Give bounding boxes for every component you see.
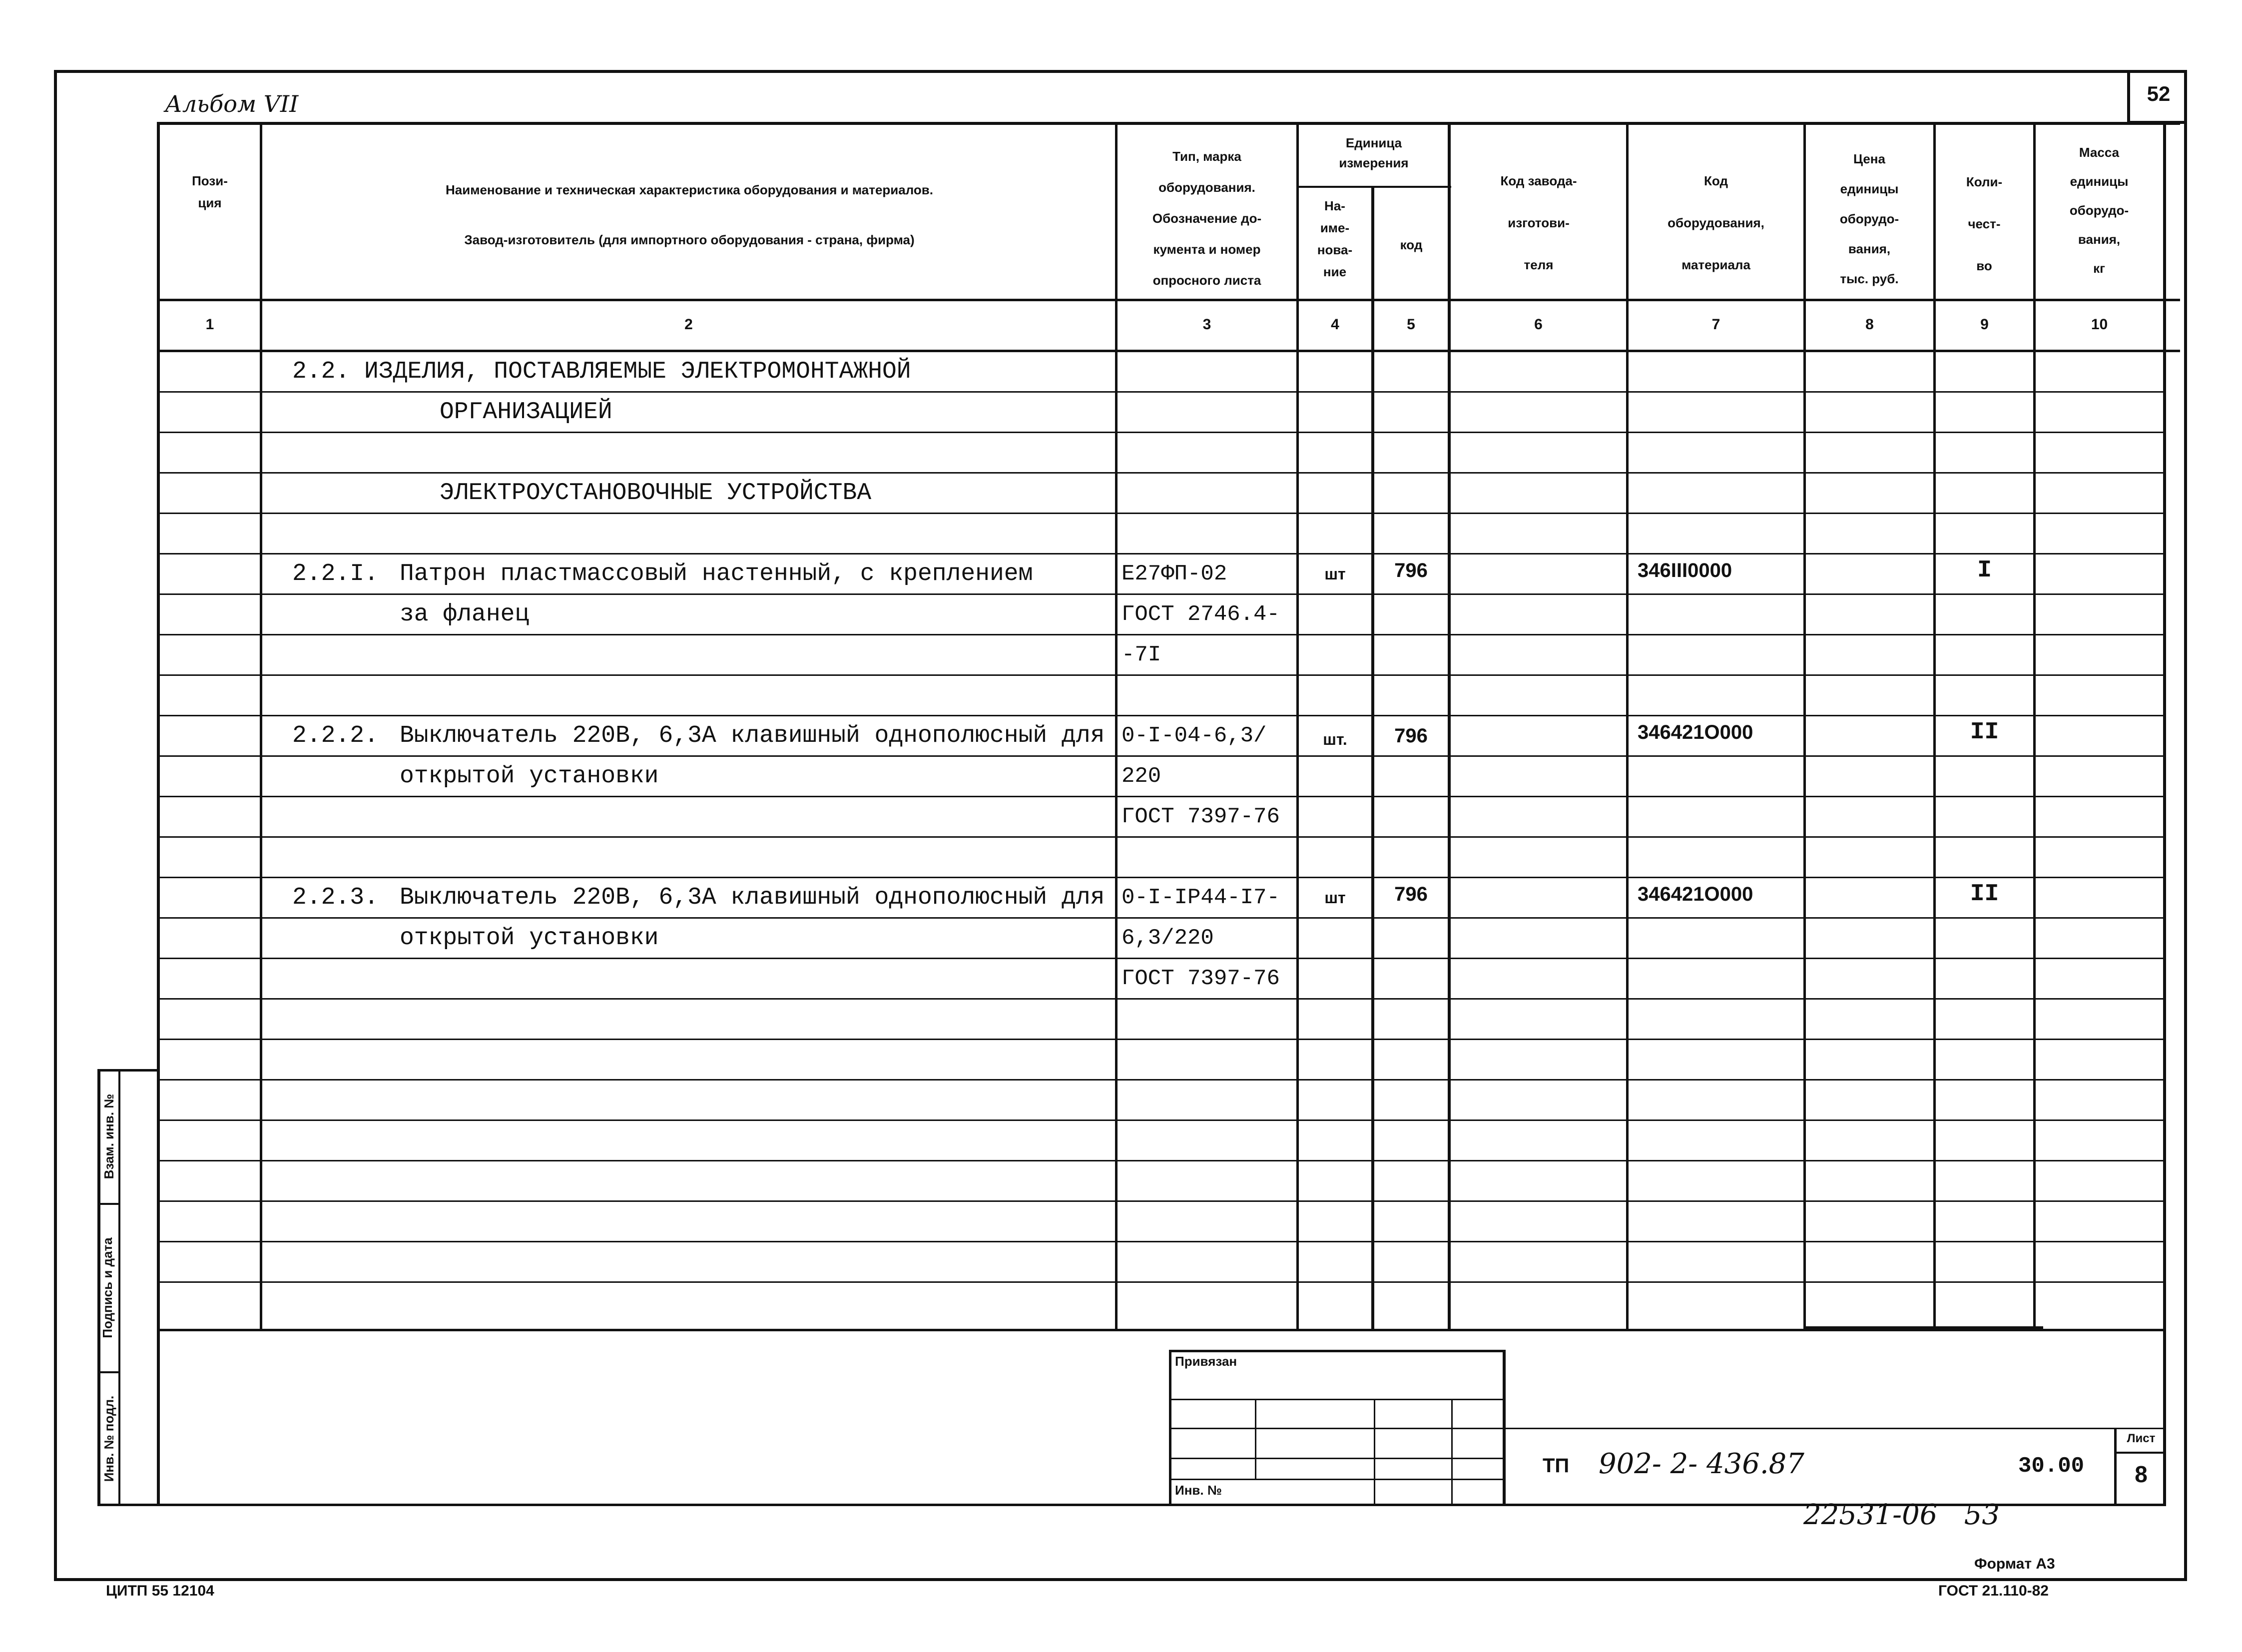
- item-type: Е27ФП-02: [1121, 561, 1227, 586]
- item-unit-code: 796: [1394, 559, 1428, 581]
- item-name-continued: за фланец: [400, 601, 530, 628]
- column-number: 9: [1980, 316, 1989, 333]
- header-manufacturer-code: Код завода- изготови- теля: [1500, 173, 1577, 272]
- item-equipment-code: 346421О000: [1638, 721, 1753, 743]
- item-type: 0-I-04-6,3/: [1121, 723, 1267, 748]
- item-quantity: II: [1970, 881, 1999, 908]
- item-name-continued: открытой установки: [400, 763, 659, 790]
- header-equipment-code: Код оборудования, материала: [1668, 173, 1764, 272]
- item-name-continued: открытой установки: [400, 925, 659, 952]
- subsection-title: ЭЛЕКТРОУСТАНОВОЧНЫЕ УСТРОЙСТВА: [440, 480, 872, 507]
- column-number: 8: [1865, 316, 1874, 333]
- item-type-doc: ГОСТ 2746.4-: [1121, 602, 1280, 627]
- item-type-doc: ГОСТ 7397-76: [1121, 804, 1280, 829]
- gost-label: ГОСТ 21.110-82: [1938, 1583, 2049, 1599]
- doc-prefix: ТП: [1543, 1455, 1570, 1477]
- header-position: Пози- ция: [192, 173, 228, 210]
- item-quantity: I: [1977, 557, 1992, 584]
- item-type-voltage: 6,3/220: [1121, 926, 1214, 951]
- side-inv-podl: Инв. № подл.: [101, 1395, 116, 1482]
- item-position: 2.2.I.: [292, 560, 379, 587]
- item-type-doc-continued: -7I: [1121, 642, 1161, 667]
- column-number: 10: [2091, 316, 2108, 333]
- side-vzam-inv: Взам. инв. №: [101, 1094, 116, 1179]
- header-mass: Масса единицы оборудо- вания, кг: [2069, 145, 2129, 276]
- section-title-continued: ОРГАНИЗАЦИЕЙ: [440, 399, 612, 426]
- item-position: 2.2.3.: [292, 884, 379, 911]
- item-unit: шт.: [1323, 730, 1347, 748]
- item-name: Выключатель 220В, 6,3А клавишный однополюсный для: [400, 884, 1105, 911]
- album-label: Альбом VII: [165, 90, 299, 117]
- header-price: Цена единицы оборудо- вания, тыс. руб.: [1839, 151, 1899, 286]
- header-unit-name: На- име- нова- ние: [1317, 198, 1353, 279]
- item-name: Выключатель 220В, 6,3А клавишный однополюсный для: [400, 722, 1105, 749]
- column-number: 5: [1407, 316, 1415, 333]
- header-type: Тип, марка оборудования. Обозначение до- кумента и номер опросного листа: [1152, 149, 1262, 288]
- header-unit: Единица измерения: [1339, 135, 1409, 170]
- format-label: Формат А3: [1974, 1556, 2055, 1572]
- column-number: 6: [1534, 316, 1543, 333]
- item-unit: шт: [1324, 565, 1346, 583]
- sheet-label: Лист: [2127, 1432, 2156, 1445]
- column-number: 1: [205, 316, 214, 333]
- corner-sheet-number: 52: [2147, 82, 2171, 105]
- doc-code: 902- 2- 436.87: [1599, 1448, 1804, 1480]
- column-number: 3: [1202, 316, 1211, 333]
- doc-part: 30.00: [2018, 1454, 2085, 1479]
- item-equipment-code: 346III0000: [1638, 559, 1732, 581]
- item-position: 2.2.2.: [292, 722, 379, 749]
- column-number: 7: [1711, 316, 1720, 333]
- item-type: 0-I-IP44-I7-: [1121, 885, 1280, 910]
- side-signature-date: Подпись и дата: [100, 1237, 115, 1338]
- section-title: 2.2. ИЗДЕЛИЯ, ПОСТАВЛЯЕМЫЕ ЭЛЕКТРОМОНТАЖНОЙ: [292, 358, 911, 385]
- item-equipment-code: 346421О000: [1638, 883, 1753, 905]
- header-name: Наименование и техническая характеристика оборудования и материалов. Завод-изготовитель (для импортного оборудования - страна, фирма): [445, 182, 933, 247]
- column-number: 4: [1331, 316, 1339, 333]
- item-name: Патрон пластмассовый настенный, с креплением: [400, 560, 1033, 587]
- inv-no-label: Инв. №: [1175, 1483, 1222, 1498]
- cnti-label: ЦИТП 55 12104: [106, 1583, 214, 1599]
- item-quantity: II: [1970, 719, 1999, 746]
- header-quantity: Коли- чест- во: [1966, 174, 2003, 273]
- item-type-doc: ГОСТ 7397-76: [1121, 966, 1280, 991]
- item-unit-code: 796: [1394, 883, 1428, 905]
- sheet-number: 8: [2135, 1461, 2148, 1487]
- handwritten-note: 22531-06 53: [1803, 1499, 2000, 1531]
- privyazan-label: Привязан: [1175, 1354, 1237, 1369]
- item-unit: шт: [1324, 889, 1346, 907]
- header-unit-code: код: [1400, 237, 1423, 252]
- column-number: 2: [684, 316, 693, 333]
- item-type-voltage: 220: [1121, 764, 1161, 789]
- item-unit-code: 796: [1394, 725, 1428, 747]
